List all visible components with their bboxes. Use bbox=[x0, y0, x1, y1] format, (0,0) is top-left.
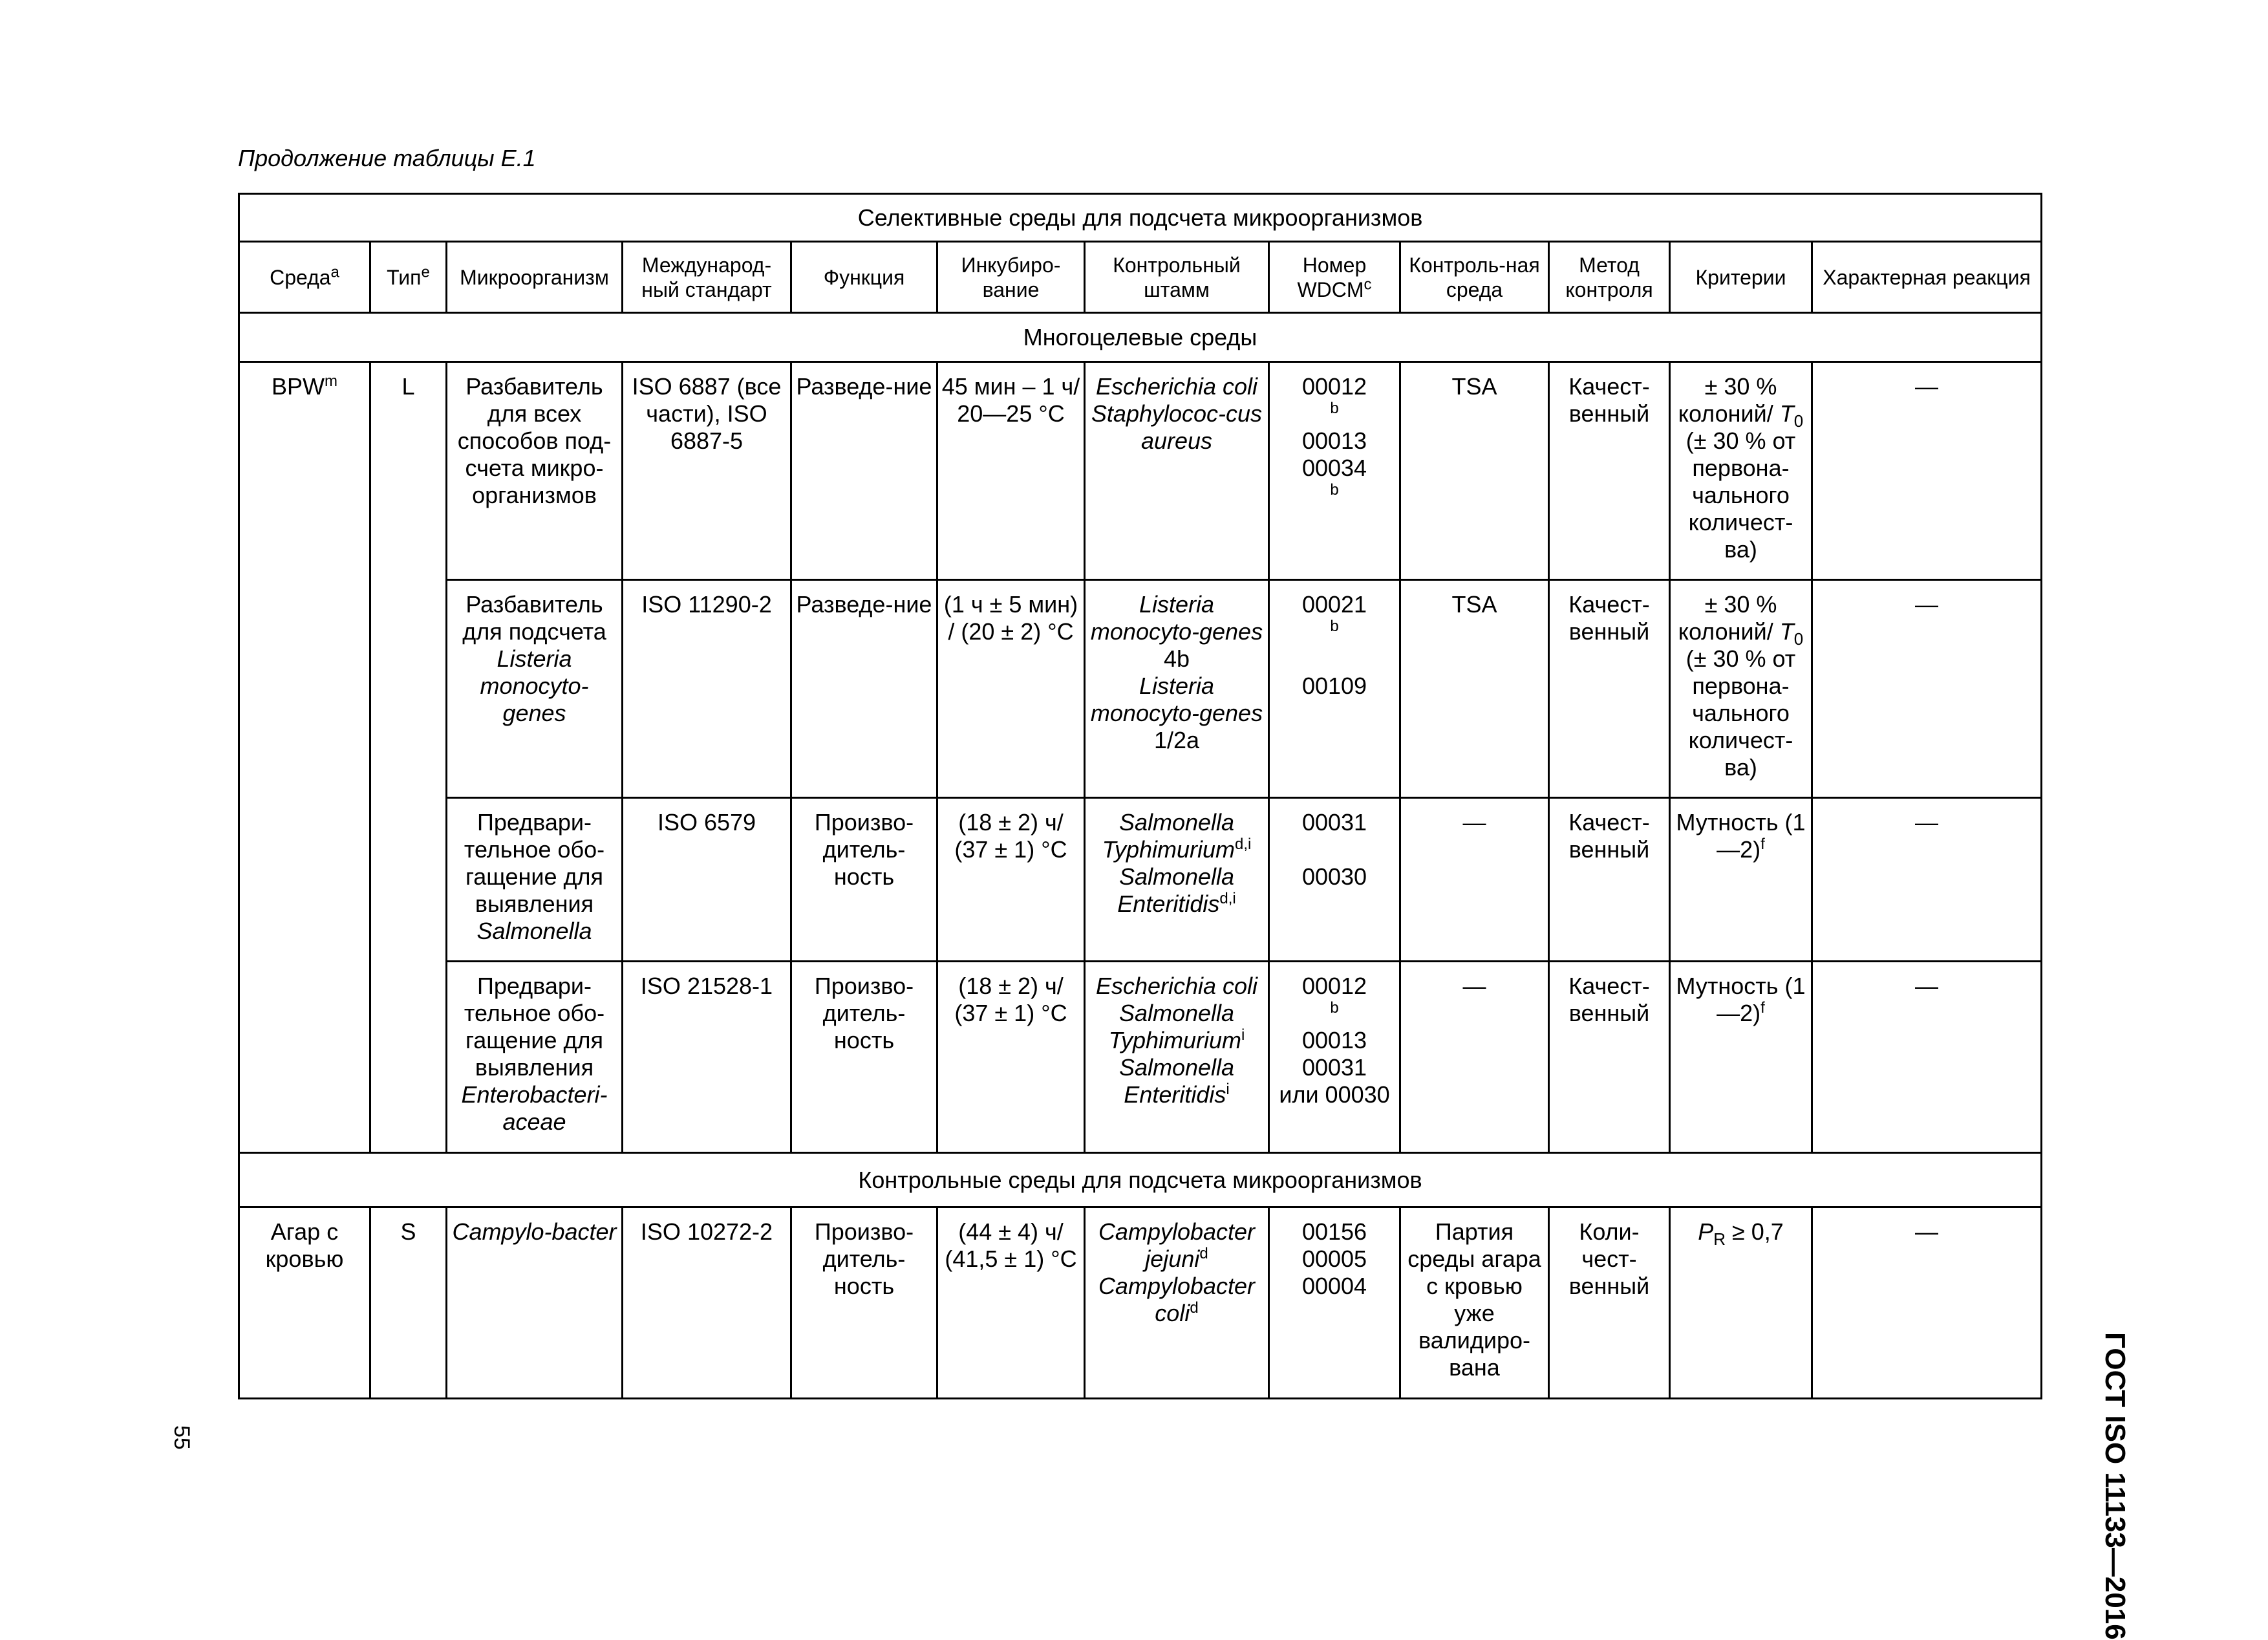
cell-function: Разведе-ние bbox=[791, 362, 937, 580]
cell-criteria: ± 30 % колоний/ $T_0$ (± 30 % от первона-чального количест-ва) bbox=[1670, 580, 1812, 798]
header-criteria: Критерии bbox=[1670, 242, 1812, 313]
cell-wdcm: 00156 00005 00004 bbox=[1269, 1207, 1400, 1399]
header-method: Метод контроля bbox=[1549, 242, 1670, 313]
table-row bbox=[239, 962, 2042, 1153]
cell-method: Коли-чест-венный bbox=[1549, 1207, 1670, 1399]
cell-incubation: (1 ч ± 5 мин) / (20 ± 2) °С bbox=[937, 580, 1085, 798]
cell-standard: ISO 10272-2 bbox=[623, 1207, 791, 1399]
table-row bbox=[239, 580, 2042, 798]
cell-medium: Агар с кровью bbox=[239, 1207, 370, 1399]
cell-reaction: — bbox=[1812, 798, 2042, 962]
cell-standard: ISO 6887 (все части), ISO 6887-5 bbox=[623, 362, 791, 580]
cell-function: Произво-дитель-ность bbox=[791, 798, 937, 962]
cell-standard: ISO 6579 bbox=[623, 798, 791, 962]
cell-strain: Salmonella Typhimurium$^{d,i}$ Salmonella Enteritidis$^{d,i}$ bbox=[1085, 798, 1269, 962]
cell-control-medium: TSA bbox=[1400, 362, 1549, 580]
table-row bbox=[239, 1207, 2042, 1399]
header-type: Тип$^e$ bbox=[370, 242, 447, 313]
header-standard: Международ-ный стандарт bbox=[623, 242, 791, 313]
cell-reaction: — bbox=[1812, 962, 2042, 1153]
section-multipurpose: Многоцелевые среды bbox=[239, 313, 2042, 362]
cell-method: Качест-венный bbox=[1549, 580, 1670, 798]
header-medium: Среда$^a$ bbox=[239, 242, 370, 313]
cell-strain: Escherichia coli Staphylococ-cus aureus bbox=[1085, 362, 1269, 580]
cell-incubation: (44 ± 4) ч/ (41,5 ± 1) °С bbox=[937, 1207, 1085, 1399]
header-incubation: Инкубиро-вание bbox=[937, 242, 1085, 313]
cell-control-medium: Партия среды агара с кровью уже валидиро-вана bbox=[1400, 1207, 1549, 1399]
cell-organism: Предвари-тельное обо-гащение для выявления Salmonella bbox=[447, 798, 623, 962]
section-control-media: Контрольные среды для подсчета микроорганизмов bbox=[239, 1153, 2042, 1207]
cell-wdcm: 00012 $^b$ 00013 00031 или 00030 bbox=[1269, 962, 1400, 1153]
cell-criteria: Мутность (1—2)$^f$ bbox=[1670, 962, 1812, 1153]
cell-method: Качест-венный bbox=[1549, 798, 1670, 962]
cell-organism: Предвари-тельное обо-гащение для выявления Enterobacteri-aceae bbox=[447, 962, 623, 1153]
cell-method: Качест-венный bbox=[1549, 962, 1670, 1153]
header-reaction: Характерная реакция bbox=[1812, 242, 2042, 313]
table-caption: Продолжение таблицы Е.1 bbox=[238, 145, 536, 171]
cell-type-bpw: L bbox=[370, 362, 447, 1153]
cell-reaction: — bbox=[1812, 580, 2042, 798]
header-organism: Микроорганизм bbox=[447, 242, 623, 313]
table-row bbox=[239, 362, 2042, 580]
cell-control-medium: TSA bbox=[1400, 580, 1549, 798]
cell-function: Разведе-ние bbox=[791, 580, 937, 798]
header-wdcm: Номер WDCM$^c$ bbox=[1269, 242, 1400, 313]
cell-strain: Campylobacter jejuni$^d$ Campylobacter coli$^d$ bbox=[1085, 1207, 1269, 1399]
cell-standard: ISO 21528-1 bbox=[623, 962, 791, 1153]
cell-type: S bbox=[370, 1207, 447, 1399]
cell-control-medium: — bbox=[1400, 798, 1549, 962]
header-strain: Контрольный штамм bbox=[1085, 242, 1269, 313]
table-title-row: Селективные среды для подсчета микроорганизмов bbox=[239, 194, 2042, 242]
cell-incubation: 45 мин – 1 ч/ 20—25 °С bbox=[937, 362, 1085, 580]
cell-function: Произво-дитель-ность bbox=[791, 1207, 937, 1399]
header-control-medium: Контроль-ная среда bbox=[1400, 242, 1549, 313]
cell-organism: Разбавитель для подсчета Listeria monocyto-genes bbox=[447, 580, 623, 798]
document-standard-title: ГОСТ ISO 11133—2016 bbox=[2099, 1332, 2131, 1640]
cell-wdcm: 00021 $^b$ 00109 bbox=[1269, 580, 1400, 798]
page-number: 55 bbox=[169, 1425, 194, 1450]
cell-method: Качест-венный bbox=[1549, 362, 1670, 580]
cell-strain: Listeria monocyto-genes 4b Listeria monocyto-genes 1/2a bbox=[1085, 580, 1269, 798]
table-row bbox=[239, 798, 2042, 962]
cell-criteria: ± 30 % колоний/ $T_0$ (± 30 % от первона-чального количест-ва) bbox=[1670, 362, 1812, 580]
cell-strain: Escherichia coli Salmonella Typhimurium$^i$ Salmonella Enteritidis$^i$ bbox=[1085, 962, 1269, 1153]
cell-criteria: Мутность (1—2)$^f$ bbox=[1670, 798, 1812, 962]
cell-wdcm: 00012 $^b$ 00013 00034 $^b$ bbox=[1269, 362, 1400, 580]
media-table bbox=[238, 193, 2042, 1399]
cell-control-medium: — bbox=[1400, 962, 1549, 1153]
cell-reaction: — bbox=[1812, 362, 2042, 580]
cell-incubation: (18 ± 2) ч/ (37 ± 1) °С bbox=[937, 798, 1085, 962]
cell-wdcm: 00031 00030 bbox=[1269, 798, 1400, 962]
cell-organism: Разбавитель для всех способов под-счета микро-организмов bbox=[447, 362, 623, 580]
cell-medium-bpw: BPW$^m$ bbox=[239, 362, 370, 1153]
header-row bbox=[239, 242, 2042, 313]
header-function: Функция bbox=[791, 242, 937, 313]
cell-reaction: — bbox=[1812, 1207, 2042, 1399]
cell-criteria: $P_R \ge 0,7$ bbox=[1670, 1207, 1812, 1399]
cell-organism: Campylo-bacter bbox=[447, 1207, 623, 1399]
cell-standard: ISO 11290-2 bbox=[623, 580, 791, 798]
cell-incubation: (18 ± 2) ч/ (37 ± 1) °С bbox=[937, 962, 1085, 1153]
cell-function: Произво-дитель-ность bbox=[791, 962, 937, 1153]
